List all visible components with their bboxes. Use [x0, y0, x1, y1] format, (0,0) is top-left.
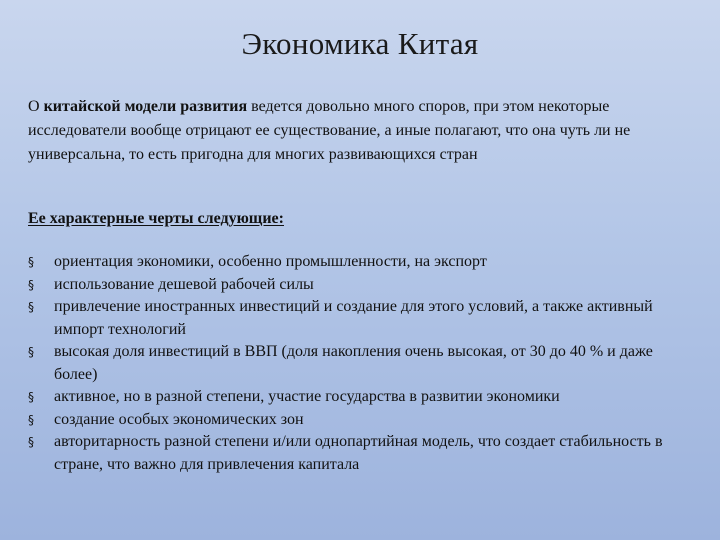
feature-item	[28, 274, 700, 297]
feature-text: ориентация экономики, особенно промышленности, на экспорт	[54, 253, 487, 270]
section-bullet-icon: §	[28, 345, 34, 359]
feature-item	[28, 296, 700, 341]
intro-lead: О	[28, 98, 44, 115]
section-bullet-icon: §	[28, 435, 34, 449]
feature-text: активное, но в разной степени, участие государства в развитии экономики	[54, 388, 560, 405]
section-bullet-icon: §	[28, 412, 34, 427]
feature-item	[28, 409, 700, 432]
section-bullet-icon: §	[28, 390, 34, 404]
features-heading: Ее характерные черты следующие:	[28, 210, 284, 227]
section-bullet-icon: §	[28, 255, 34, 269]
feature-text: авторитарность разной степени и/или однопартийная модель, что создает стабильность в стране, что важно для привлечения капитала	[54, 433, 663, 473]
feature-text: привлечение иностранных инвестиций и создание для этого условий, а также активный импорт технологий	[54, 298, 653, 338]
slide-title: Экономика Китая	[241, 26, 479, 61]
section-bullet-icon: §	[28, 300, 34, 314]
section-bullet-icon: §	[28, 277, 34, 292]
feature-text: создание особых экономических зон	[54, 410, 304, 428]
feature-text: высокая доля инвестиций в ВВП (доля накопления очень высокая, от 30 до 40 % и даже более)	[54, 343, 653, 383]
intro-paragraph	[28, 95, 698, 167]
intro-bold-term: китайской модели развития	[43, 98, 248, 115]
feature-item	[28, 431, 700, 476]
features-list	[28, 251, 700, 476]
feature-item	[28, 251, 700, 274]
intro-rest: ведется довольно много споров, при этом некоторые исследователи вообще отрицают ее существование, а иные полагают, что она чуть ли не универсальна, то есть пригодна для многих развивающихся стран	[28, 98, 631, 163]
feature-item	[28, 341, 700, 386]
feature-item	[28, 386, 700, 409]
feature-text: использование дешевой рабочей силы	[54, 275, 314, 293]
